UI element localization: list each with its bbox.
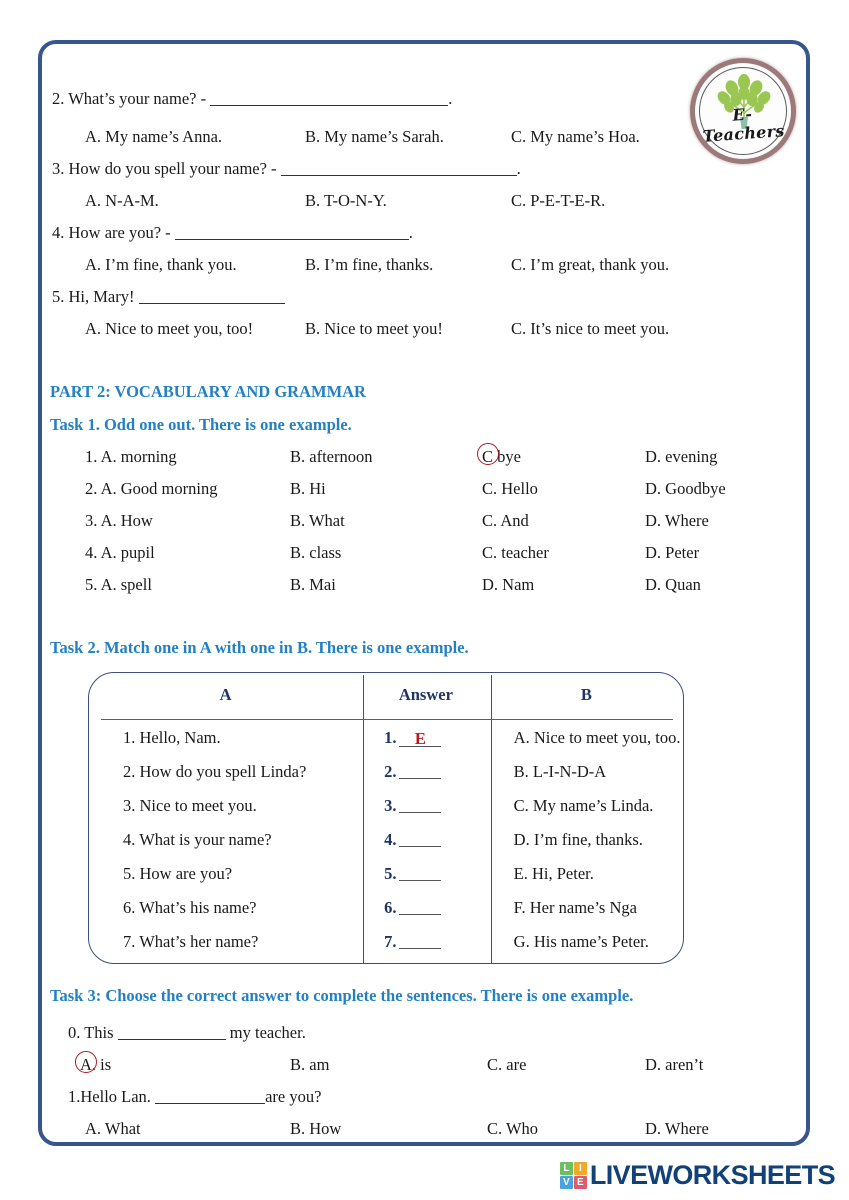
q2-option-c[interactable]: C. My name’s Hoa. — [511, 127, 640, 146]
q2-option-b[interactable]: B. My name’s Sarah. — [305, 127, 444, 146]
task1-row2-num: 2. A. Good morning — [85, 479, 218, 498]
table-row — [89, 857, 683, 891]
row5-column-b[interactable]: E. Hi, Peter. — [513, 864, 594, 883]
part-2-title: PART 2: VOCABULARY AND GRAMMAR — [50, 382, 366, 401]
task-2-title: Task 2. Match one in A with one in B. There is one example. — [50, 638, 469, 657]
row1-answer-number: 1. — [384, 728, 397, 747]
task3-q0-option-c[interactable]: C. are — [487, 1055, 527, 1074]
circle-annotation-task1: C — [482, 447, 494, 466]
q2-text: 2. What’s your name? - — [52, 89, 211, 108]
task1-row4-option-c[interactable]: C. teacher — [482, 543, 549, 562]
row3-answer-number: 3. — [384, 796, 397, 815]
task1-row1-option-c[interactable]: C bye — [482, 447, 521, 466]
row3-column-a[interactable]: 3. Nice to meet you. — [123, 796, 257, 815]
liveworksheets-tiles — [560, 1162, 587, 1189]
task1-row3-option-d[interactable]: D. Where — [645, 511, 709, 530]
q4-text: 4. How are you? - — [52, 223, 175, 242]
task3-q1-blank[interactable] — [155, 1089, 265, 1104]
task1-row4-option-d[interactable]: D. Peter — [645, 543, 700, 562]
task1-row3-option-c[interactable]: C. And — [482, 511, 529, 530]
task1-row5-num: 5. A. spell — [85, 575, 152, 594]
task3-q0-post: my teacher. — [225, 1023, 306, 1042]
task1-row2-option-c[interactable]: C. Hello — [482, 479, 538, 498]
task3-q0-option-d[interactable]: D. aren’t — [645, 1055, 704, 1074]
task3-q1-option-c[interactable]: C. Who — [487, 1119, 539, 1138]
q2-answer-blank[interactable] — [210, 91, 448, 106]
q5-option-c[interactable]: C. It’s nice to meet you. — [511, 319, 670, 338]
table-body — [89, 721, 683, 959]
tile-v: V — [560, 1176, 573, 1189]
row2-answer-number: 2. — [384, 762, 397, 781]
row5-answer-number: 5. — [384, 864, 397, 883]
q3-option-b[interactable]: B. T-O-N-Y. — [305, 191, 387, 210]
row2-column-a[interactable]: 2. How do you spell Linda? — [123, 762, 307, 781]
row6-column-a[interactable]: 6. What’s his name? — [123, 898, 257, 917]
task1-row5-option-c[interactable]: D. Nam — [482, 575, 535, 594]
task1-row2-option-a[interactable]: A. Good morning — [100, 479, 218, 498]
row4-column-a[interactable]: 4. What is your name? — [123, 830, 272, 849]
task1-row1-option-a[interactable]: A. morning — [100, 447, 177, 466]
row1-column-a[interactable]: 1. Hello, Nam. — [123, 728, 221, 747]
q5-option-a[interactable]: A. Nice to meet you, too! — [85, 319, 254, 338]
table-header-a: A — [219, 685, 232, 704]
table-row — [89, 891, 683, 925]
task1-row4-option-a[interactable]: A. pupil — [100, 543, 155, 562]
q2-option-a[interactable]: A. My name’s Anna. — [85, 127, 223, 146]
question-4-prompt — [52, 223, 413, 242]
row6-answer-blank[interactable] — [399, 901, 441, 915]
tile-i: I — [574, 1162, 587, 1175]
liveworksheets-wordmark: LIVEWORKSHEETS — [589, 1159, 835, 1190]
matching-table — [88, 672, 684, 964]
tile-e: E — [574, 1176, 587, 1189]
question-5-prompt — [52, 287, 285, 306]
task1-row5-option-d[interactable]: D. Quan — [645, 575, 701, 594]
task3-q0-prompt — [68, 1023, 306, 1042]
task3-q0-option-b[interactable]: B. am — [290, 1055, 330, 1074]
row7-answer[interactable] — [362, 925, 490, 959]
e-teachers-logo — [690, 58, 796, 164]
row4-column-b[interactable]: D. I’m fine, thanks. — [513, 830, 643, 849]
task3-q1-prompt — [68, 1087, 321, 1106]
row4-answer-blank[interactable] — [399, 833, 441, 847]
table-row — [89, 925, 683, 959]
row7-answer-blank[interactable] — [399, 935, 441, 949]
row5-answer[interactable] — [362, 857, 490, 891]
logo-text: E-Teachers — [702, 104, 786, 146]
task1-row3-option-a[interactable]: A. How — [100, 511, 153, 530]
table-header-answer: Answer — [398, 685, 453, 704]
task1-row2-option-d[interactable]: D. Goodbye — [645, 479, 726, 498]
row5-column-a[interactable]: 5. How are you? — [123, 864, 233, 883]
row7-column-b[interactable]: G. His name’s Peter. — [513, 932, 649, 951]
row1-column-b[interactable]: A. Nice to meet you, too. — [513, 728, 681, 747]
tile-l: L — [560, 1162, 573, 1175]
row7-column-a[interactable]: 7. What’s her name? — [123, 932, 259, 951]
question-2-prompt — [52, 89, 452, 108]
task3-q0-blank[interactable] — [118, 1025, 226, 1040]
circle-annotation-task3: A. — [80, 1055, 97, 1074]
table-header-row — [89, 673, 683, 717]
task1-row3-num: 3. A. How — [85, 511, 153, 530]
row4-answer-number: 4. — [384, 830, 397, 849]
row6-column-b[interactable]: F. Her name’s Nga — [513, 898, 637, 917]
task1-row4-option-b[interactable]: B. class — [290, 543, 342, 562]
task-1-title: Task 1. Odd one out. There is one example. — [50, 415, 352, 434]
task1-row2-option-b[interactable]: B. Hi — [290, 479, 326, 498]
row2-answer[interactable] — [362, 755, 490, 789]
task1-row5-option-a[interactable]: A. spell — [100, 575, 152, 594]
task1-row5-option-b[interactable]: B. Mai — [290, 575, 336, 594]
row6-answer[interactable] — [362, 891, 490, 925]
liveworksheets-logo[interactable] — [560, 1160, 835, 1190]
table-row — [89, 823, 683, 857]
q3-period: . — [516, 159, 521, 178]
task3-q0-option-a[interactable]: A. is — [80, 1055, 112, 1074]
row2-column-b[interactable]: B. L-I-N-D-A — [513, 762, 607, 781]
row5-answer-blank[interactable] — [399, 867, 441, 881]
table-row — [89, 755, 683, 789]
row3-answer-blank[interactable] — [399, 799, 441, 813]
q5-text: 5. Hi, Mary! — [52, 287, 139, 306]
table-row — [89, 721, 683, 755]
row7-answer-number: 7. — [384, 932, 397, 951]
q4-answer-blank[interactable] — [175, 225, 409, 240]
question-3-prompt — [52, 159, 521, 178]
q4-option-c[interactable]: C. I’m great, thank you. — [511, 255, 670, 274]
q3-text: 3. How do you spell your name? - — [52, 159, 281, 178]
row3-answer[interactable] — [362, 789, 490, 823]
q3-answer-blank[interactable] — [281, 161, 517, 176]
row2-answer-blank[interactable] — [399, 765, 441, 779]
task1-row1-option-b[interactable]: B. afternoon — [290, 447, 373, 466]
row1-answer-value[interactable]: E — [399, 729, 441, 747]
task1-row4-num: 4. A. pupil — [85, 543, 155, 562]
q4-option-b[interactable]: B. I’m fine, thanks. — [305, 255, 434, 274]
task3-q1-option-b[interactable]: B. How — [290, 1119, 342, 1138]
q3-option-a[interactable]: A. N-A-M. — [85, 191, 159, 210]
table-header-b: B — [580, 685, 592, 704]
q4-option-a[interactable]: A. I’m fine, thank you. — [85, 255, 237, 274]
table-row — [89, 789, 683, 823]
q5-option-b[interactable]: B. Nice to meet you! — [305, 319, 443, 338]
task-3-title: Task 3: Choose the correct answer to complete the sentences. There is one example. — [50, 986, 634, 1005]
q3-option-c[interactable]: C. P-E-T-E-R. — [511, 191, 606, 210]
task1-row1-num: 1. A. morning — [85, 447, 177, 466]
row3-column-b[interactable]: C. My name’s Linda. — [513, 796, 654, 815]
task3-q1-option-d[interactable]: D. Where — [645, 1119, 709, 1138]
row1-answer[interactable] — [362, 721, 490, 755]
task1-row3-option-b[interactable]: B. What — [290, 511, 345, 530]
q2-period: . — [448, 89, 453, 108]
task3-q0-pre: 0. This — [68, 1023, 118, 1042]
q4-period: . — [408, 223, 413, 242]
task3-q1-post: are you? — [265, 1087, 322, 1106]
row4-answer[interactable] — [362, 823, 490, 857]
task1-row1-option-d[interactable]: D. evening — [645, 447, 718, 466]
row6-answer-number: 6. — [384, 898, 397, 917]
q5-answer-blank[interactable] — [139, 289, 285, 304]
task3-q1-option-a[interactable]: A. What — [85, 1119, 141, 1138]
task3-q1-pre: 1.Hello Lan. — [68, 1087, 156, 1106]
